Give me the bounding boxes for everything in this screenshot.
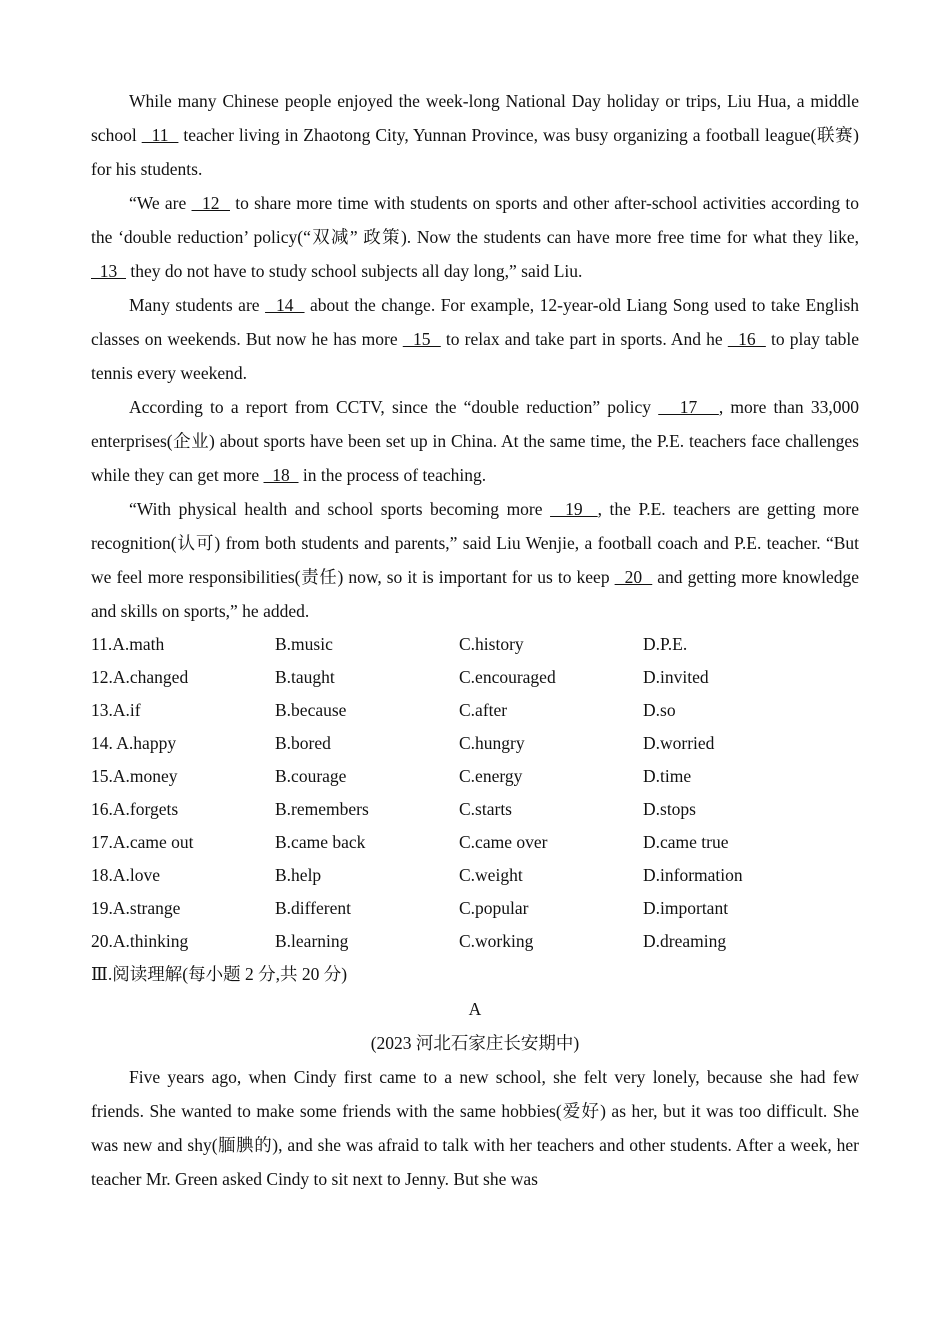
option-a[interactable]: 20.A.thinking [91,931,189,951]
passage-paragraph-2 [91,186,859,288]
option-b[interactable]: B.help [275,865,322,885]
option-a[interactable]: 18.A.love [91,865,161,885]
option-c[interactable]: C.hungry [459,733,525,753]
blank-16[interactable]: 16 [727,329,766,349]
answer-options [91,628,859,958]
option-c[interactable]: C.starts [459,799,512,819]
option-b[interactable]: B.learning [275,931,349,951]
option-b[interactable]: B.came back [275,832,366,852]
blank-15[interactable]: 15 [402,329,441,349]
text: to relax and take part in sports. And he [440,329,728,349]
option-d[interactable]: D.dreaming [643,931,727,951]
option-row-18 [91,859,859,892]
blank-13[interactable]: 13 [91,261,126,281]
option-row-15 [91,760,859,793]
option-c[interactable]: C.encouraged [459,667,556,687]
option-row-20 [91,925,859,958]
option-c[interactable]: C.working [459,931,534,951]
option-a[interactable]: 13.A.if [91,700,141,720]
option-b[interactable]: B.remembers [275,799,369,819]
blank-18[interactable]: 18 [263,465,299,485]
option-b[interactable]: B.different [275,898,351,918]
option-a[interactable]: 12.A.changed [91,667,189,687]
option-c[interactable]: C.weight [459,865,523,885]
option-c[interactable]: C.after [459,700,508,720]
option-b[interactable]: B.courage [275,766,347,786]
text: , the P.E. teachers are getting more recognition(认可) from both students and parents,” said Liu Wenjie, a football coach and P.E. teacher. “But we feel more responsibilities(责任) now, so it is important for us to keep [91,499,860,587]
source-label: (2023 河北石家庄长安期中) [370,1033,580,1053]
option-c[interactable]: C.came over [459,832,548,852]
option-a[interactable]: 14. A.happy [91,733,177,753]
passage-paragraph-1 [91,84,859,186]
text: While many Chinese people enjoyed the week-long National Day holiday or trips, Liu Hua, a middle school [91,91,859,145]
text: Many students are [129,295,266,315]
blank-11[interactable]: 11 [141,125,179,145]
option-row-19 [91,892,859,925]
option-row-11 [91,628,859,661]
option-d[interactable]: D.time [643,766,692,786]
text: in the process of teaching. [298,465,487,485]
blank-20[interactable]: 20 [614,567,653,587]
text: “We are [129,193,192,213]
option-a[interactable]: 11.A.math [91,634,165,654]
blank-12[interactable]: 12 [191,193,230,213]
text: , more than 33,000 enterprises(企业) about sports have been set up in China. At the same time, the P.E. teachers face challenges while they can get more [91,397,859,485]
option-row-16 [91,793,859,826]
option-row-17 [91,826,859,859]
text: they do not have to study school subjects all day long,” said Liu. [126,261,583,281]
text: about the change. For example, 12-year-old Liang Song used to take English classes on weekends. But now he has more [91,295,860,349]
text: to play table tennis every weekend. [91,329,859,383]
section-title: Ⅲ.阅读理解(每小题 2 分,共 20 分) [91,964,348,984]
option-a[interactable]: 15.A.money [91,766,178,786]
option-a[interactable]: 17.A.came out [91,832,194,852]
passage-paragraph-4 [91,390,859,492]
option-d[interactable]: D.P.E. [643,634,688,654]
option-c[interactable]: C.popular [459,898,529,918]
option-d[interactable]: D.worried [643,733,715,753]
option-d[interactable]: D.came true [643,832,729,852]
text: and getting more knowledge and skills on sports,” he added. [91,567,859,621]
option-b[interactable]: B.because [275,700,347,720]
document-page [91,84,859,1196]
option-c[interactable]: C.energy [459,766,523,786]
reading-paragraph: Five years ago, when Cindy first came to a new school, she felt very lonely, because she had few friends. She wanted to make some friends with the same hobbies(爱好) as her, but it was too difficult. She was new and shy(腼腆的), and she was afraid to talk with her teachers and other students. After a week, her teacher Mr. Green asked Cindy to sit next to Jenny. But she was [91,1067,859,1189]
text: “With physical health and school sports becoming more [129,499,551,519]
option-d[interactable]: D.so [643,700,676,720]
option-d[interactable]: D.information [643,865,743,885]
blank-14[interactable]: 14 [265,295,305,315]
blank-19[interactable]: 19 [550,499,598,519]
option-a[interactable]: 19.A.strange [91,898,181,918]
option-row-12 [91,661,859,694]
text: teacher living in Zhaotong City, Yunnan Province, was busy organizing a football league(联赛) for his students. [91,125,859,179]
option-d[interactable]: D.invited [643,667,709,687]
option-a[interactable]: 16.A.forgets [91,799,179,819]
option-b[interactable]: B.bored [275,733,331,753]
option-row-13 [91,694,859,727]
text: to share more time with students on sports and other after-school activities according to the ‘double reduction’ policy(“双减” 政策). Now the students can have more free time for what they like, [91,193,860,247]
option-c[interactable]: C.history [459,634,524,654]
passage-paragraph-3 [91,288,859,390]
blank-17[interactable]: 17 [658,397,719,417]
option-d[interactable]: D.important [643,898,729,918]
option-b[interactable]: B.music [275,634,333,654]
text: According to a report from CCTV, since the “double reduction” policy [129,397,659,417]
option-b[interactable]: B.taught [275,667,335,687]
passage-paragraph-5 [91,492,859,628]
part-label: A [468,999,482,1019]
option-row-14 [91,727,859,760]
option-d[interactable]: D.stops [643,799,696,819]
